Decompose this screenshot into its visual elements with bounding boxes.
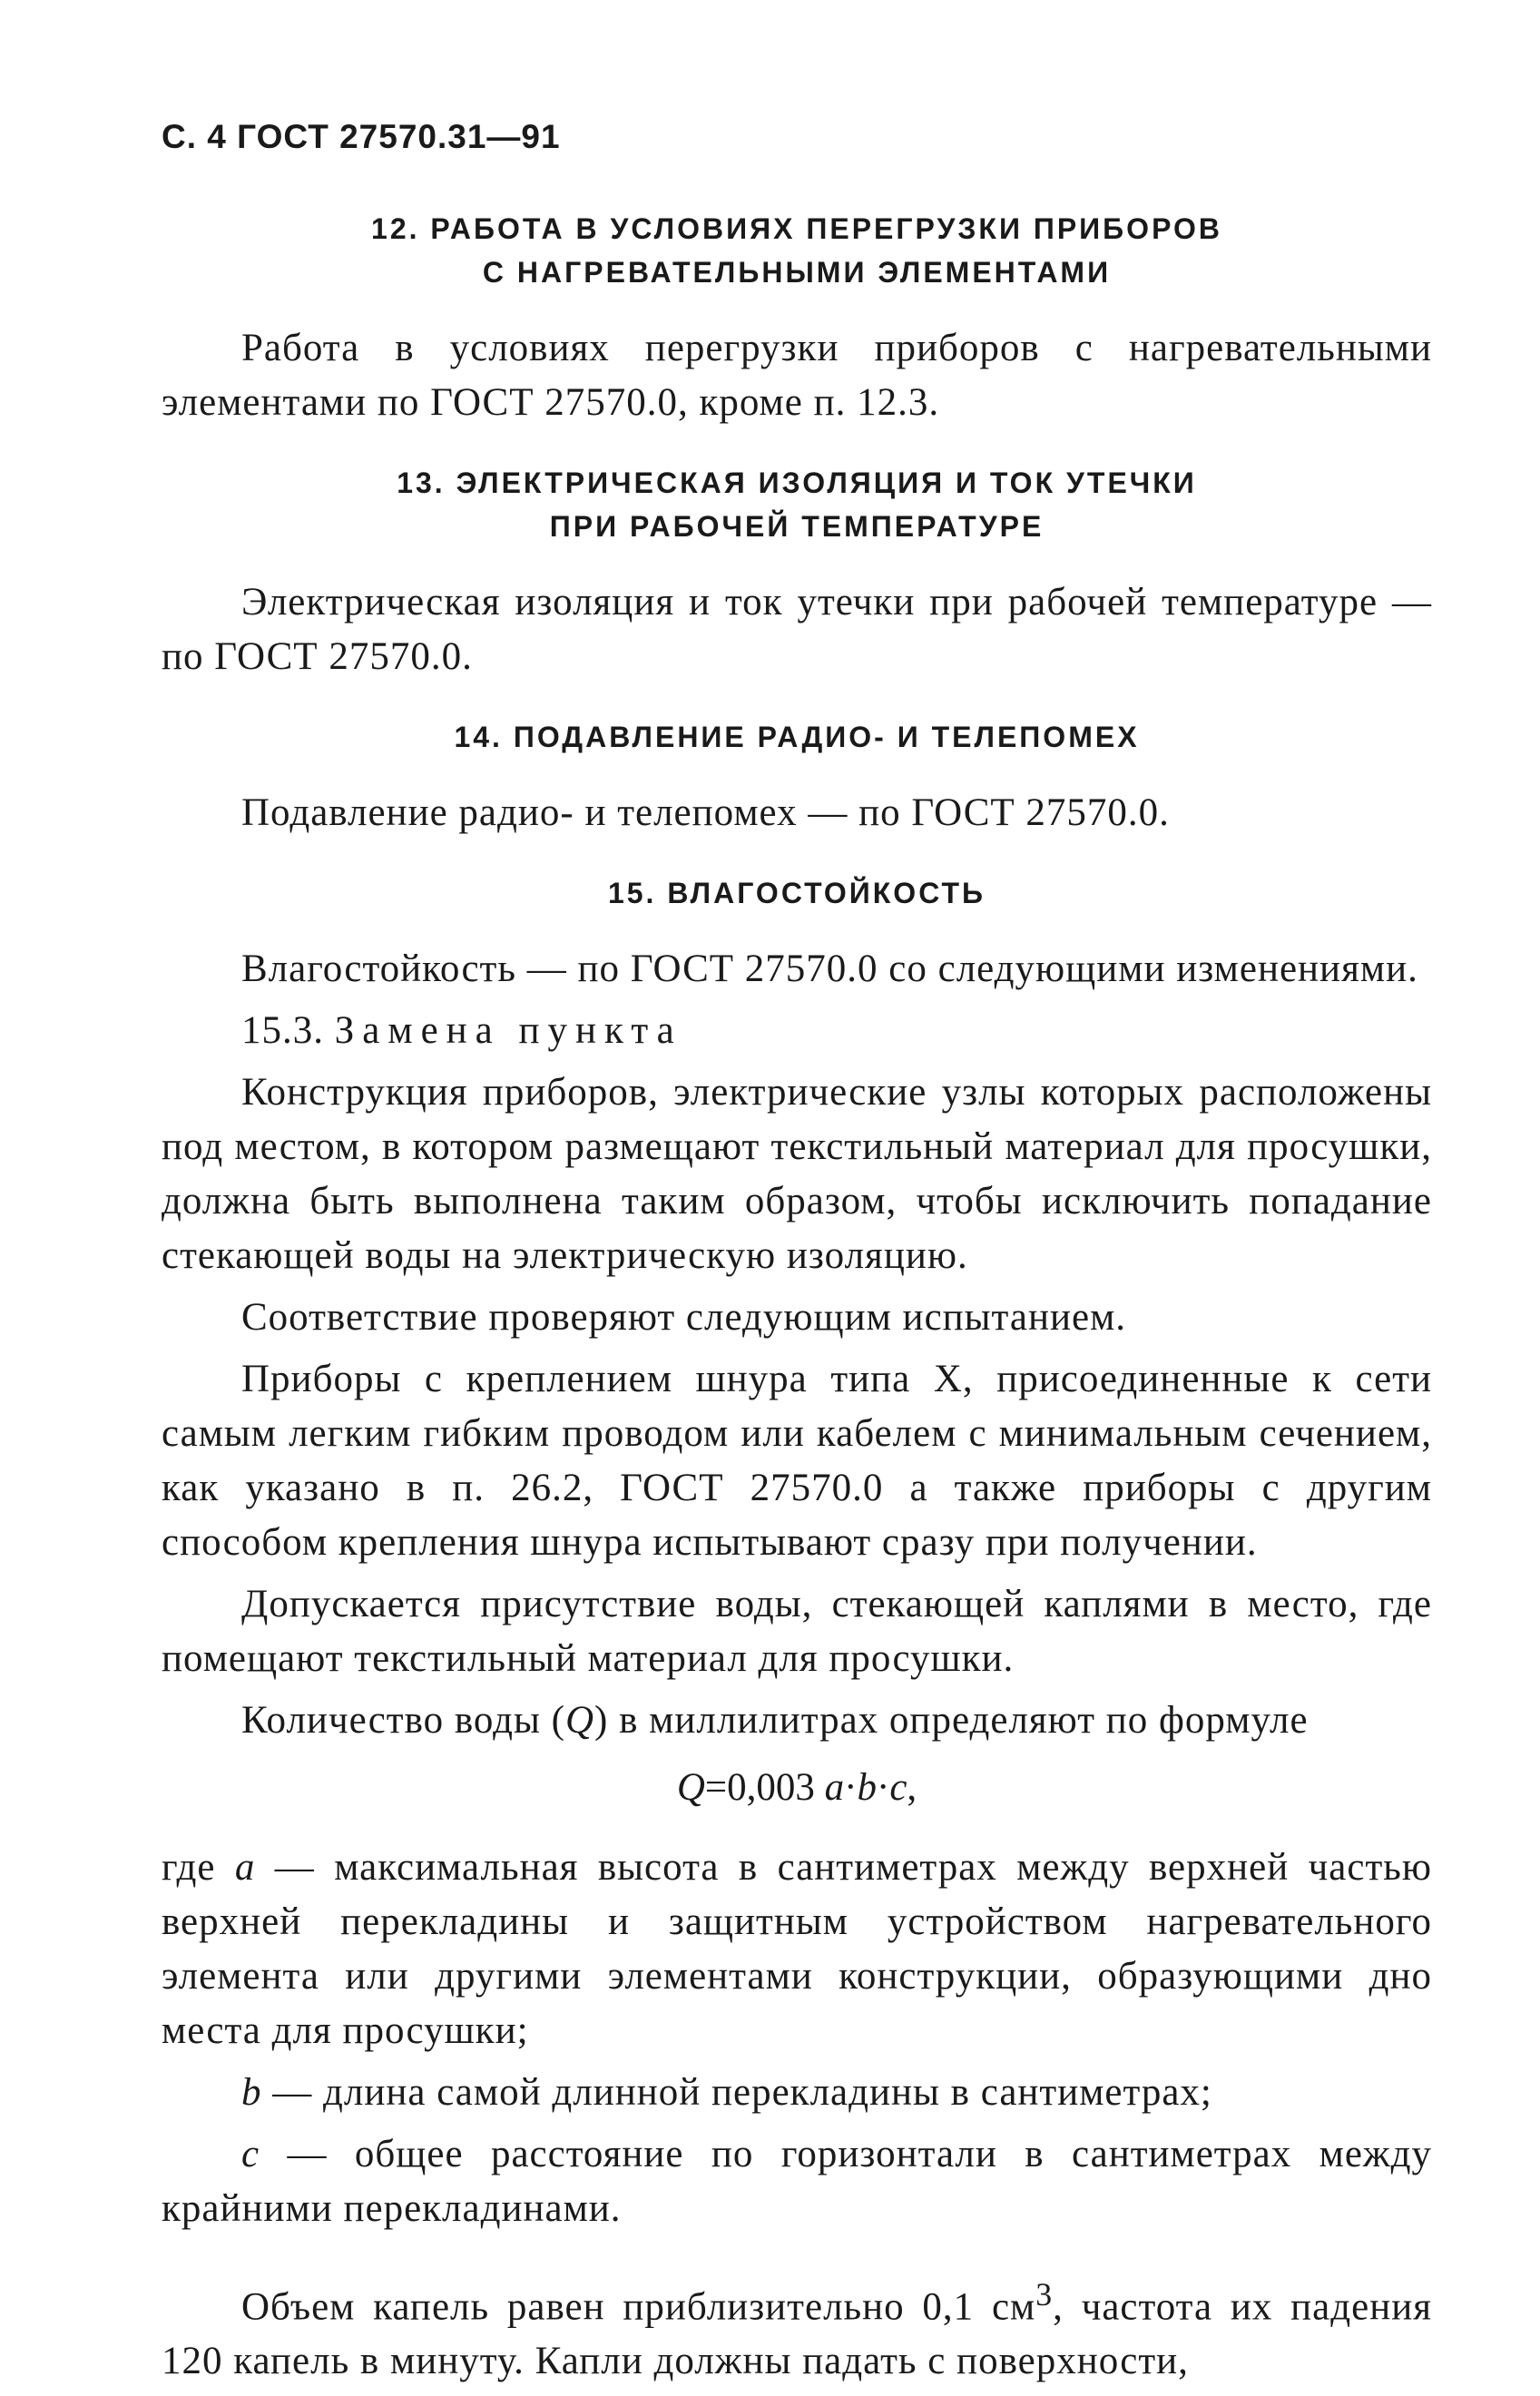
page-header: С. 4 ГОСТ 27570.31—91 <box>162 118 561 155</box>
def-var-c: c <box>241 2133 260 2175</box>
def-var-a: a <box>234 1846 256 1889</box>
var-q: Q <box>564 1699 595 1742</box>
water-formula <box>162 1755 1432 1821</box>
def-a-text: — максимальная высота в сантиметрах между верхней частью верхней перекладины и защитным устройством нагревательного элемента или другими элементами конструкции, образующими дно места для просушки; <box>162 1846 1432 2052</box>
section-14-heading <box>162 715 1432 759</box>
def-var-b: b <box>241 2071 262 2114</box>
formula-b: b <box>857 1766 877 1809</box>
p5-before: Количество воды ( <box>241 1699 565 1742</box>
formula-c: c <box>889 1766 907 1809</box>
formula-coef: =0,003 <box>704 1766 825 1809</box>
p5-after: ) в миллилитрах определяют по формуле <box>594 1699 1309 1742</box>
formula-dot: · <box>844 1766 858 1809</box>
section-15-heading <box>162 871 1432 915</box>
clause-paragraph-4: Допускается присутствие воды, стекающей каплями в место, где помещают текстильный материал для просушки. <box>162 1583 1432 1680</box>
formula-dot: · <box>876 1766 890 1809</box>
clause-paragraph-1: Конструкция приборов, электрические узлы которых расположены под местом, в котором размещают текстильный материал для просушки, должна быть выполнена таким образом, чтобы исключить попадание стекающей воды на электрическую изоляцию. <box>162 1071 1432 1277</box>
definition-c <box>162 2127 1432 2236</box>
heading-line: С НАГРЕВАТЕЛЬНЫМИ ЭЛЕМЕНТАМИ <box>482 256 1112 289</box>
clause-title-text: Замена пункта <box>334 1009 682 1052</box>
section-12-text: Работа в условиях перегрузки приборов с нагревательными элементами по ГОСТ 27570.0, кроме п. 12.3. <box>162 327 1432 424</box>
section-15-text: Влагостойкость — по ГОСТ 27570.0 со следующими изменениями. <box>241 948 1418 990</box>
heading-line: 13. ЭЛЕКТРИЧЕСКАЯ ИЗОЛЯЦИЯ И ТОК УТЕЧКИ <box>397 466 1197 499</box>
section-13-heading <box>162 461 1432 548</box>
clause-paragraph-3: Приборы с креплением шнура типа X, присоединенные к сети самым легким гибким проводом или кабелем с минимальным сечением, как указано в п. 26.2, ГОСТ 27570.0 а также приборы с другим способом крепления шнура испытывают сразу при получении. <box>162 1358 1432 1564</box>
formula-end: , <box>907 1766 917 1809</box>
cubic-sup: 3 <box>1035 2276 1054 2313</box>
heading-line: 14. ПОДАВЛЕНИЕ РАДИО- И ТЕЛЕПОМЕХ <box>454 721 1140 753</box>
where-prefix: где <box>162 1846 235 1889</box>
formula-a: a <box>824 1766 845 1809</box>
def-b-text: — длина самой длинной перекладины в сантиметрах; <box>261 2071 1212 2114</box>
def-c-text: — общее расстояние по горизонтали в сантиметрах между крайними перекладинами. <box>162 2133 1432 2230</box>
document-page <box>162 118 1432 2396</box>
heading-line: 15. ВЛАГОСТОЙКОСТЬ <box>607 877 986 909</box>
drops-after: , частота их падения 120 капель в минуту. Капли должны падать с поверхности, <box>162 2285 1432 2383</box>
section-14-text: Подавление радио- и телепомех — по ГОСТ 27570.0. <box>241 791 1170 834</box>
definition-a <box>162 1841 1432 2058</box>
clause-paragraph-5 <box>162 1694 1432 1748</box>
heading-line: ПРИ РАБОЧЕЙ ТЕМПЕРАТУРЕ <box>549 510 1045 543</box>
section-12-heading <box>162 207 1432 294</box>
clause-paragraph-2: Соответствие проверяют следующим испытанием. <box>241 1296 1127 1339</box>
section-13-text: Электрическая изоляция и ток утечки при рабочей температуре — по ГОСТ 27570.0. <box>162 581 1432 678</box>
definition-b <box>162 2066 1432 2120</box>
formula-q: Q <box>676 1766 705 1809</box>
heading-line: 12. РАБОТА В УСЛОВИЯХ ПЕРЕГРУЗКИ ПРИБОРОВ <box>371 212 1222 245</box>
drops-before: Объем капель равен приблизительно 0,1 см <box>241 2285 1036 2329</box>
clause-number: 15.3. <box>241 1009 324 1052</box>
clause-title <box>162 1004 1432 1058</box>
drops-paragraph <box>162 2267 1432 2389</box>
